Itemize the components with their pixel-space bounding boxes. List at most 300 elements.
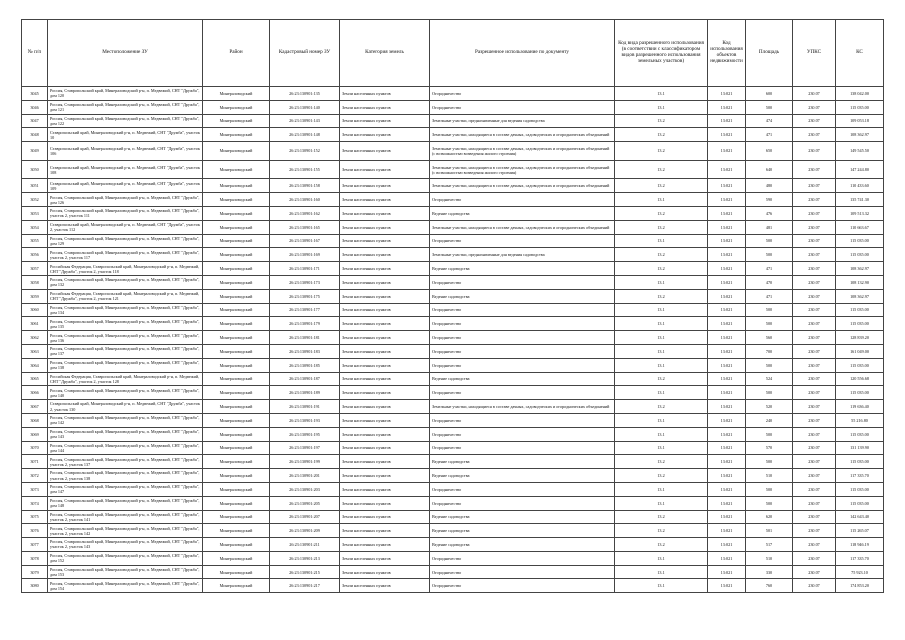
cell-area: 500 bbox=[746, 358, 793, 372]
cell-district: Минераловодский bbox=[203, 128, 270, 142]
cell-district: Минераловодский bbox=[203, 289, 270, 303]
cell-vri-code: 13.2 bbox=[615, 538, 708, 552]
cell-district: Минераловодский bbox=[203, 275, 270, 289]
cell-cadastral-number: 26:23:130901:199 bbox=[270, 455, 340, 469]
cell-land-category: Земли населенных пунктов bbox=[340, 386, 430, 400]
cell-usage-code: 13:021 bbox=[708, 128, 746, 142]
cell-cadastral-number: 26:23:130901:185 bbox=[270, 358, 340, 372]
cell-district: Минераловодский bbox=[203, 579, 270, 593]
cell-vri-code: 13.2 bbox=[615, 248, 708, 262]
cell-permitted-use: Огородничество bbox=[430, 551, 615, 565]
cell-land-category: Земли населенных пунктов bbox=[340, 128, 430, 142]
cell-vri-code: 13.2 bbox=[615, 142, 708, 161]
cell-area: 480 bbox=[746, 179, 793, 193]
cell-district: Минераловодский bbox=[203, 400, 270, 414]
cell-usage-code: 13:021 bbox=[708, 565, 746, 579]
cell-location: Россия, Ставропольский край, Минераловодский р-н, п. Медвежий, СНТ "Дружба", дом 136 bbox=[48, 331, 203, 345]
cell-upks: 230.07 bbox=[793, 275, 836, 289]
cell-location: Российская Федерация, Ставропольский край, Минераловодский р-н, п. Медвежий, СНТ "Дружба", участок 2, участок 121 bbox=[48, 289, 203, 303]
cell-upks: 230.07 bbox=[793, 206, 836, 220]
header-cadastral-number: Кадастровый номер ЗУ bbox=[270, 20, 340, 87]
cell-land-category: Земли населенных пунктов bbox=[340, 331, 430, 345]
cell-num: 3054 bbox=[22, 220, 48, 234]
cell-vri-code: 13.2 bbox=[615, 289, 708, 303]
cell-usage-code: 13:021 bbox=[708, 469, 746, 483]
cell-location: Ставропольский край, Минераловодский р-н, п. Медвежий, СНТ "Дружба", участок 108 bbox=[48, 160, 203, 179]
table-row bbox=[22, 524, 884, 538]
header-area: Площадь bbox=[746, 20, 793, 87]
cell-cadastral-number: 26:23:130901:162 bbox=[270, 206, 340, 220]
cell-area: 500 bbox=[746, 386, 793, 400]
cell-ks: 142 643.40 bbox=[836, 510, 884, 524]
cell-cadastral-number: 26:23:130901:177 bbox=[270, 303, 340, 317]
cell-location: Ставропольский край, Минераловодский р-н, п. Медвежий, СНТ "Дружба", участок 109 bbox=[48, 179, 203, 193]
cell-vri-code: 13.1 bbox=[615, 579, 708, 593]
cell-cadastral-number: 26:23:130901:181 bbox=[270, 331, 340, 345]
cell-vri-code: 13.2 bbox=[615, 524, 708, 538]
table-row bbox=[22, 193, 884, 207]
cell-ks: 115 035.00 bbox=[836, 496, 884, 510]
cell-upks: 230.07 bbox=[793, 262, 836, 276]
cell-upks: 230.07 bbox=[793, 551, 836, 565]
cell-vri-code: 13.2 bbox=[615, 128, 708, 142]
cell-upks: 230.07 bbox=[793, 565, 836, 579]
table-row bbox=[22, 220, 884, 234]
cell-usage-code: 13:021 bbox=[708, 248, 746, 262]
cell-usage-code: 13:021 bbox=[708, 455, 746, 469]
cell-upks: 230.07 bbox=[793, 128, 836, 142]
table-row bbox=[22, 358, 884, 372]
cell-area: 474 bbox=[746, 114, 793, 128]
cell-cadastral-number: 26:23:130901:201 bbox=[270, 469, 340, 483]
cell-usage-code: 13:021 bbox=[708, 220, 746, 234]
cell-num: 3079 bbox=[22, 565, 48, 579]
cell-area: 476 bbox=[746, 206, 793, 220]
cell-vri-code: 13.1 bbox=[615, 482, 708, 496]
cell-usage-code: 13:021 bbox=[708, 317, 746, 331]
cell-area: 500 bbox=[746, 455, 793, 469]
cell-cadastral-number: 26:23:130901:160 bbox=[270, 193, 340, 207]
cell-upks: 230.07 bbox=[793, 469, 836, 483]
cell-land-category: Земли населенных пунктов bbox=[340, 400, 430, 414]
cell-area: 500 bbox=[746, 482, 793, 496]
header-location: Местоположение ЗУ bbox=[48, 20, 203, 87]
table-row bbox=[22, 510, 884, 524]
cell-vri-code: 13.2 bbox=[615, 262, 708, 276]
cell-usage-code: 13:021 bbox=[708, 160, 746, 179]
cell-permitted-use: Земельные участки, находящиеся в составе дачных, садоводческих и огороднических объединений (с возможностью возведения жилого строения) bbox=[430, 160, 615, 179]
cell-location: Россия, Ставропольский край, Минераловодский р-н, п. Медвежий, СНТ "Дружба", дом 154 bbox=[48, 579, 203, 593]
cell-land-category: Земли населенных пунктов bbox=[340, 234, 430, 248]
table-row bbox=[22, 303, 884, 317]
cell-vri-code: 13.2 bbox=[615, 469, 708, 483]
cell-location: Россия, Ставропольский край, Минераловодский р-н, п. Медвежий, СНТ "Дружба", дом 134 bbox=[48, 303, 203, 317]
cell-area: 590 bbox=[746, 193, 793, 207]
cell-permitted-use: Огородничество bbox=[430, 193, 615, 207]
cell-ks: 147 244.80 bbox=[836, 160, 884, 179]
cell-num: 3077 bbox=[22, 538, 48, 552]
cell-vri-code: 13.1 bbox=[615, 344, 708, 358]
cell-district: Минераловодский bbox=[203, 413, 270, 427]
cell-permitted-use: Ведение садоводства bbox=[430, 289, 615, 303]
cell-cadastral-number: 26:23:130901:135 bbox=[270, 87, 340, 101]
cell-usage-code: 13:021 bbox=[708, 262, 746, 276]
cell-area: 500 bbox=[746, 234, 793, 248]
cell-usage-code: 13:021 bbox=[708, 331, 746, 345]
cell-num: 3055 bbox=[22, 234, 48, 248]
cell-location: Россия, Ставропольский край, Минераловодский р-н, п. Медвежий, СНТ "Дружба", дом 132 bbox=[48, 275, 203, 289]
cell-ks: 108 362.97 bbox=[836, 262, 884, 276]
cell-ks: 108 132.90 bbox=[836, 275, 884, 289]
cell-location: Россия, Ставропольский край, Минераловодский р-н, п. Медвежий, СНТ "Дружба", дом 138 bbox=[48, 358, 203, 372]
cell-permitted-use: Огородничество bbox=[430, 565, 615, 579]
cell-num: 3056 bbox=[22, 248, 48, 262]
cell-location: Российская Федерация, Ставропольский край, Минераловодский р-н, п. Медвежий, СНТ "Дружба", участок 2, участок 118 bbox=[48, 262, 203, 276]
cell-upks: 230.07 bbox=[793, 579, 836, 593]
cell-land-category: Земли населенных пунктов bbox=[340, 289, 430, 303]
cell-ks: 138 042.00 bbox=[836, 87, 884, 101]
cell-upks: 230.07 bbox=[793, 179, 836, 193]
cell-usage-code: 13:021 bbox=[708, 524, 746, 538]
cell-upks: 230.07 bbox=[793, 100, 836, 114]
table-row bbox=[22, 128, 884, 142]
cell-land-category: Земли населенных пунктов bbox=[340, 160, 430, 179]
cell-permitted-use: Земельные участки, находящиеся в составе дачных, садоводческих и огороднических объединений bbox=[430, 220, 615, 234]
cell-usage-code: 13:021 bbox=[708, 400, 746, 414]
cell-cadastral-number: 26:23:130901:187 bbox=[270, 372, 340, 386]
cell-permitted-use: Огородничество bbox=[430, 317, 615, 331]
cell-permitted-use: Земельные участки, предназначенные для ведения садоводства bbox=[430, 114, 615, 128]
cell-vri-code: 13.1 bbox=[615, 565, 708, 579]
cell-cadastral-number: 26:23:130901:217 bbox=[270, 579, 340, 593]
cell-permitted-use: Земельные участки, предназначенные для ведения садоводства bbox=[430, 248, 615, 262]
cell-ks: 110 433.60 bbox=[836, 179, 884, 193]
cell-upks: 230.07 bbox=[793, 496, 836, 510]
cell-num: 3051 bbox=[22, 179, 48, 193]
cell-usage-code: 13:021 bbox=[708, 142, 746, 161]
table-row bbox=[22, 579, 884, 593]
cell-ks: 115 035.00 bbox=[836, 317, 884, 331]
cell-area: 510 bbox=[746, 469, 793, 483]
header-vri-code: Код вида разрешенного использования (в соответствии с классификатором видов разрешенного использования земельных участков) bbox=[615, 20, 708, 87]
cell-area: 500 bbox=[746, 303, 793, 317]
cell-permitted-use: Огородничество bbox=[430, 386, 615, 400]
cell-land-category: Земли населенных пунктов bbox=[340, 142, 430, 161]
cell-district: Минераловодский bbox=[203, 427, 270, 441]
cell-location: Россия, Ставропольский край, Минераловодский р-н, п. Медвежий, СНТ "Дружба", дом 121 bbox=[48, 100, 203, 114]
cell-cadastral-number: 26:23:130901:169 bbox=[270, 248, 340, 262]
cell-vri-code: 13.2 bbox=[615, 510, 708, 524]
cell-permitted-use: Огородничество bbox=[430, 427, 615, 441]
cell-permitted-use: Огородничество bbox=[430, 441, 615, 455]
cell-district: Минераловодский bbox=[203, 193, 270, 207]
cell-vri-code: 13.1 bbox=[615, 386, 708, 400]
table-row bbox=[22, 142, 884, 161]
cell-area: 470 bbox=[746, 275, 793, 289]
cell-district: Минераловодский bbox=[203, 220, 270, 234]
cell-usage-code: 13:021 bbox=[708, 303, 746, 317]
cell-cadastral-number: 26:23:130901:167 bbox=[270, 234, 340, 248]
table-row bbox=[22, 248, 884, 262]
cell-location: Ставропольский край, Минераловодский р-н, п. Медвежий, СНТ "Дружба", участок 106 bbox=[48, 142, 203, 161]
cell-ks: 115 035.00 bbox=[836, 482, 884, 496]
table-row bbox=[22, 206, 884, 220]
cell-location: Россия, Ставропольский край, Минераловодский р-н, п. Медвежий, СНТ "Дружба", дом 148 bbox=[48, 496, 203, 510]
cell-num: 3072 bbox=[22, 469, 48, 483]
cell-location: Россия, Ставропольский край, Минераловодский р-н, п. Медвежий, СНТ "Дружба", участок 2, участок 137 bbox=[48, 455, 203, 469]
cell-cadastral-number: 26:23:130901:215 bbox=[270, 565, 340, 579]
cell-vri-code: 13.2 bbox=[615, 160, 708, 179]
cell-area: 560 bbox=[746, 331, 793, 345]
cell-area: 570 bbox=[746, 441, 793, 455]
table-row bbox=[22, 372, 884, 386]
cell-upks: 230.07 bbox=[793, 344, 836, 358]
cell-area: 500 bbox=[746, 248, 793, 262]
cell-vri-code: 13.2 bbox=[615, 114, 708, 128]
cell-cadastral-number: 26:23:130901:173 bbox=[270, 275, 340, 289]
cell-num: 3052 bbox=[22, 193, 48, 207]
cell-location: Россия, Ставропольский край, Минераловодский р-н, п. Медвежий, СНТ "Дружба", дом 126 bbox=[48, 193, 203, 207]
cell-cadastral-number: 26:23:130901:155 bbox=[270, 160, 340, 179]
cell-usage-code: 13:021 bbox=[708, 551, 746, 565]
cell-area: 500 bbox=[746, 317, 793, 331]
cell-area: 510 bbox=[746, 551, 793, 565]
cell-usage-code: 13:021 bbox=[708, 234, 746, 248]
cell-district: Минераловодский bbox=[203, 372, 270, 386]
cell-permitted-use: Огородничество bbox=[430, 482, 615, 496]
cell-num: 3064 bbox=[22, 358, 48, 372]
cell-district: Минераловодский bbox=[203, 538, 270, 552]
cell-land-category: Земли населенных пунктов bbox=[340, 455, 430, 469]
cell-ks: 115 035.00 bbox=[836, 455, 884, 469]
cell-ks: 115 265.07 bbox=[836, 524, 884, 538]
cell-land-category: Земли населенных пунктов bbox=[340, 193, 430, 207]
cell-vri-code: 13.1 bbox=[615, 496, 708, 510]
cell-location: Россия, Ставропольский край, Минераловодский р-н, п. Медвежий, СНТ "Дружба", дом 137 bbox=[48, 344, 203, 358]
cell-permitted-use: Земельные участки, находящиеся в составе дачных, садоводческих и огороднических объединений bbox=[430, 128, 615, 142]
cell-cadastral-number: 26:23:130901:203 bbox=[270, 482, 340, 496]
cell-upks: 230.07 bbox=[793, 331, 836, 345]
document-page bbox=[21, 19, 883, 593]
cell-area: 471 bbox=[746, 262, 793, 276]
cell-cadastral-number: 26:23:130901:195 bbox=[270, 427, 340, 441]
cell-ks: 109 513.32 bbox=[836, 206, 884, 220]
table-row bbox=[22, 160, 884, 179]
cell-area: 517 bbox=[746, 538, 793, 552]
cell-district: Минераловодский bbox=[203, 179, 270, 193]
cell-district: Минераловодский bbox=[203, 455, 270, 469]
cell-num: 3061 bbox=[22, 317, 48, 331]
cell-permitted-use: Огородничество bbox=[430, 579, 615, 593]
cell-district: Минераловодский bbox=[203, 303, 270, 317]
cell-area: 524 bbox=[746, 372, 793, 386]
table-row bbox=[22, 441, 884, 455]
cell-usage-code: 13:021 bbox=[708, 413, 746, 427]
cell-location: Россия, Ставропольский край, Минераловодский р-н, п. Медвежий, СНТ "Дружба", дом 135 bbox=[48, 317, 203, 331]
cell-upks: 230.07 bbox=[793, 248, 836, 262]
cell-area: 240 bbox=[746, 413, 793, 427]
cell-vri-code: 13.2 bbox=[615, 206, 708, 220]
cell-upks: 230.07 bbox=[793, 193, 836, 207]
cell-usage-code: 13:021 bbox=[708, 441, 746, 455]
cell-num: 3069 bbox=[22, 427, 48, 441]
cell-permitted-use: Огородничество bbox=[430, 303, 615, 317]
cell-upks: 230.07 bbox=[793, 441, 836, 455]
cell-upks: 230.07 bbox=[793, 482, 836, 496]
cell-district: Минераловодский bbox=[203, 510, 270, 524]
cell-vri-code: 13.2 bbox=[615, 220, 708, 234]
cell-district: Минераловодский bbox=[203, 87, 270, 101]
cell-location: Ставропольский край, Минераловодский р-н, п. Медвежий, СНТ "Дружба", участок 10 bbox=[48, 128, 203, 142]
cell-usage-code: 13:021 bbox=[708, 193, 746, 207]
cell-num: 3058 bbox=[22, 275, 48, 289]
table-row bbox=[22, 317, 884, 331]
cell-vri-code: 13.1 bbox=[615, 358, 708, 372]
cell-vri-code: 13.2 bbox=[615, 400, 708, 414]
cell-district: Минераловодский bbox=[203, 358, 270, 372]
table-row bbox=[22, 179, 884, 193]
cell-permitted-use: Земельные участки, находящиеся в составе дачных, садоводческих и огороднических объединений bbox=[430, 400, 615, 414]
cell-permitted-use: Огородничество bbox=[430, 331, 615, 345]
cell-ks: 115 035.00 bbox=[836, 234, 884, 248]
cell-land-category: Земли населенных пунктов bbox=[340, 510, 430, 524]
cell-permitted-use: Ведение садоводства bbox=[430, 372, 615, 386]
cell-usage-code: 13:021 bbox=[708, 289, 746, 303]
cell-upks: 230.07 bbox=[793, 538, 836, 552]
cell-land-category: Земли населенных пунктов bbox=[340, 372, 430, 386]
cell-area: 471 bbox=[746, 128, 793, 142]
cell-location: Россия, Ставропольский край, Минераловодский р-н, п. Медвежий, СНТ "Дружба", дом 152 bbox=[48, 551, 203, 565]
cell-permitted-use: Ведение садоводства bbox=[430, 524, 615, 538]
cell-vri-code: 13.1 bbox=[615, 317, 708, 331]
cell-cadastral-number: 26:23:130901:211 bbox=[270, 538, 340, 552]
cell-location: Россия, Ставропольский край, Минераловодский р-н, п. Медвежий, СНТ "Дружба", участок 2, участок 111 bbox=[48, 206, 203, 220]
table-row bbox=[22, 565, 884, 579]
cell-usage-code: 13:021 bbox=[708, 179, 746, 193]
cell-area: 471 bbox=[746, 289, 793, 303]
cell-location: Россия, Ставропольский край, Минераловодский р-н, п. Медвежий, СНТ "Дружба", дом 120 bbox=[48, 87, 203, 101]
cell-ks: 119 636.40 bbox=[836, 400, 884, 414]
cell-usage-code: 13:021 bbox=[708, 579, 746, 593]
cell-cadastral-number: 26:23:130901:148 bbox=[270, 128, 340, 142]
cell-ks: 115 035.00 bbox=[836, 427, 884, 441]
cell-usage-code: 13:021 bbox=[708, 344, 746, 358]
cell-num: 3076 bbox=[22, 524, 48, 538]
cell-usage-code: 13:021 bbox=[708, 427, 746, 441]
cell-upks: 230.07 bbox=[793, 372, 836, 386]
table-header-row bbox=[22, 20, 884, 87]
cell-num: 3073 bbox=[22, 482, 48, 496]
cell-cadastral-number: 26:23:130901:197 bbox=[270, 441, 340, 455]
table-row bbox=[22, 400, 884, 414]
header-usage-code: Код использования объектов недвижимости bbox=[708, 20, 746, 87]
cell-location: Российская Федерация, Ставропольский край, Минераловодский р-н, п. Медвежий, СНТ "Дружба", участок 2, участок 128 bbox=[48, 372, 203, 386]
cell-land-category: Земли населенных пунктов bbox=[340, 358, 430, 372]
cell-cadastral-number: 26:23:130901:209 bbox=[270, 524, 340, 538]
cell-district: Минераловодский bbox=[203, 386, 270, 400]
cell-land-category: Земли населенных пунктов bbox=[340, 482, 430, 496]
cell-num: 3065 bbox=[22, 372, 48, 386]
table-row bbox=[22, 275, 884, 289]
header-permitted-use: Разрешенное использование по документу bbox=[430, 20, 615, 87]
cell-vri-code: 13.1 bbox=[615, 303, 708, 317]
table-row bbox=[22, 455, 884, 469]
table-row bbox=[22, 344, 884, 358]
cell-ks: 110 663.67 bbox=[836, 220, 884, 234]
header-district: Район bbox=[203, 20, 270, 87]
cell-ks: 135 741.30 bbox=[836, 193, 884, 207]
cell-area: 501 bbox=[746, 524, 793, 538]
cell-permitted-use: Огородничество bbox=[430, 413, 615, 427]
cell-ks: 131 139.90 bbox=[836, 441, 884, 455]
cell-num: 3067 bbox=[22, 400, 48, 414]
cell-ks: 115 035.00 bbox=[836, 358, 884, 372]
cell-land-category: Земли населенных пунктов bbox=[340, 303, 430, 317]
cell-num: 3078 bbox=[22, 551, 48, 565]
cell-cadastral-number: 26:23:130901:158 bbox=[270, 179, 340, 193]
cell-upks: 230.07 bbox=[793, 303, 836, 317]
cell-upks: 230.07 bbox=[793, 160, 836, 179]
cell-num: 3060 bbox=[22, 303, 48, 317]
cell-district: Минераловодский bbox=[203, 469, 270, 483]
cell-land-category: Земли населенных пунктов bbox=[340, 87, 430, 101]
cell-upks: 230.07 bbox=[793, 220, 836, 234]
cell-area: 481 bbox=[746, 220, 793, 234]
cell-vri-code: 13.1 bbox=[615, 551, 708, 565]
cell-location: Россия, Ставропольский край, Минераловодский р-н, п. Медвежий, СНТ "Дружба", участок 2, участок 117 bbox=[48, 248, 203, 262]
cell-area: 620 bbox=[746, 510, 793, 524]
cell-usage-code: 13:021 bbox=[708, 87, 746, 101]
cell-vri-code: 13.1 bbox=[615, 100, 708, 114]
cell-permitted-use: Огородничество bbox=[430, 496, 615, 510]
cell-permitted-use: Ведение садоводства bbox=[430, 455, 615, 469]
cell-vri-code: 13.2 bbox=[615, 179, 708, 193]
header-ks: КС bbox=[836, 20, 884, 87]
cell-land-category: Земли населенных пунктов bbox=[340, 496, 430, 510]
table-row bbox=[22, 413, 884, 427]
cell-district: Минераловодский bbox=[203, 441, 270, 455]
cell-num: 3045 bbox=[22, 87, 48, 101]
cell-vri-code: 13.1 bbox=[615, 275, 708, 289]
cell-location: Россия, Ставропольский край, Минераловодский р-н, п. Медвежий, СНТ "Дружба", участок 2, участок 141 bbox=[48, 510, 203, 524]
cell-usage-code: 13:021 bbox=[708, 386, 746, 400]
cell-area: 500 bbox=[746, 100, 793, 114]
cell-ks: 115 035.00 bbox=[836, 248, 884, 262]
cell-num: 3071 bbox=[22, 455, 48, 469]
cell-usage-code: 13:021 bbox=[708, 510, 746, 524]
cell-usage-code: 13:021 bbox=[708, 496, 746, 510]
cell-upks: 230.07 bbox=[793, 234, 836, 248]
cell-vri-code: 13.1 bbox=[615, 441, 708, 455]
cell-location: Россия, Ставропольский край, Минераловодский р-н, п. Медвежий, СНТ "Дружба", участок 2, участок 142 bbox=[48, 524, 203, 538]
cell-ks: 118 946.19 bbox=[836, 538, 884, 552]
cell-location: Россия, Ставропольский край, Минераловодский р-н, п. Медвежий, СНТ "Дружба", дом 153 bbox=[48, 565, 203, 579]
cell-land-category: Земли населенных пунктов bbox=[340, 524, 430, 538]
table-row bbox=[22, 386, 884, 400]
cell-location: Россия, Ставропольский край, Минераловодский р-н, п. Медвежий, СНТ "Дружба", участок 2, участок 138 bbox=[48, 469, 203, 483]
cell-num: 3059 bbox=[22, 289, 48, 303]
table-row bbox=[22, 482, 884, 496]
cell-area: 640 bbox=[746, 160, 793, 179]
cell-district: Минераловодский bbox=[203, 317, 270, 331]
table-row bbox=[22, 551, 884, 565]
cell-land-category: Земли населенных пунктов bbox=[340, 220, 430, 234]
cell-location: Россия, Ставропольский край, Минераловодский р-н, п. Медвежий, СНТ "Дружба", дом 129 bbox=[48, 234, 203, 248]
cell-area: 500 bbox=[746, 427, 793, 441]
cell-upks: 230.07 bbox=[793, 524, 836, 538]
cell-location: Россия, Ставропольский край, Минераловодский р-н, п. Медвежий, СНТ "Дружба", дом 122 bbox=[48, 114, 203, 128]
cell-permitted-use: Огородничество bbox=[430, 100, 615, 114]
